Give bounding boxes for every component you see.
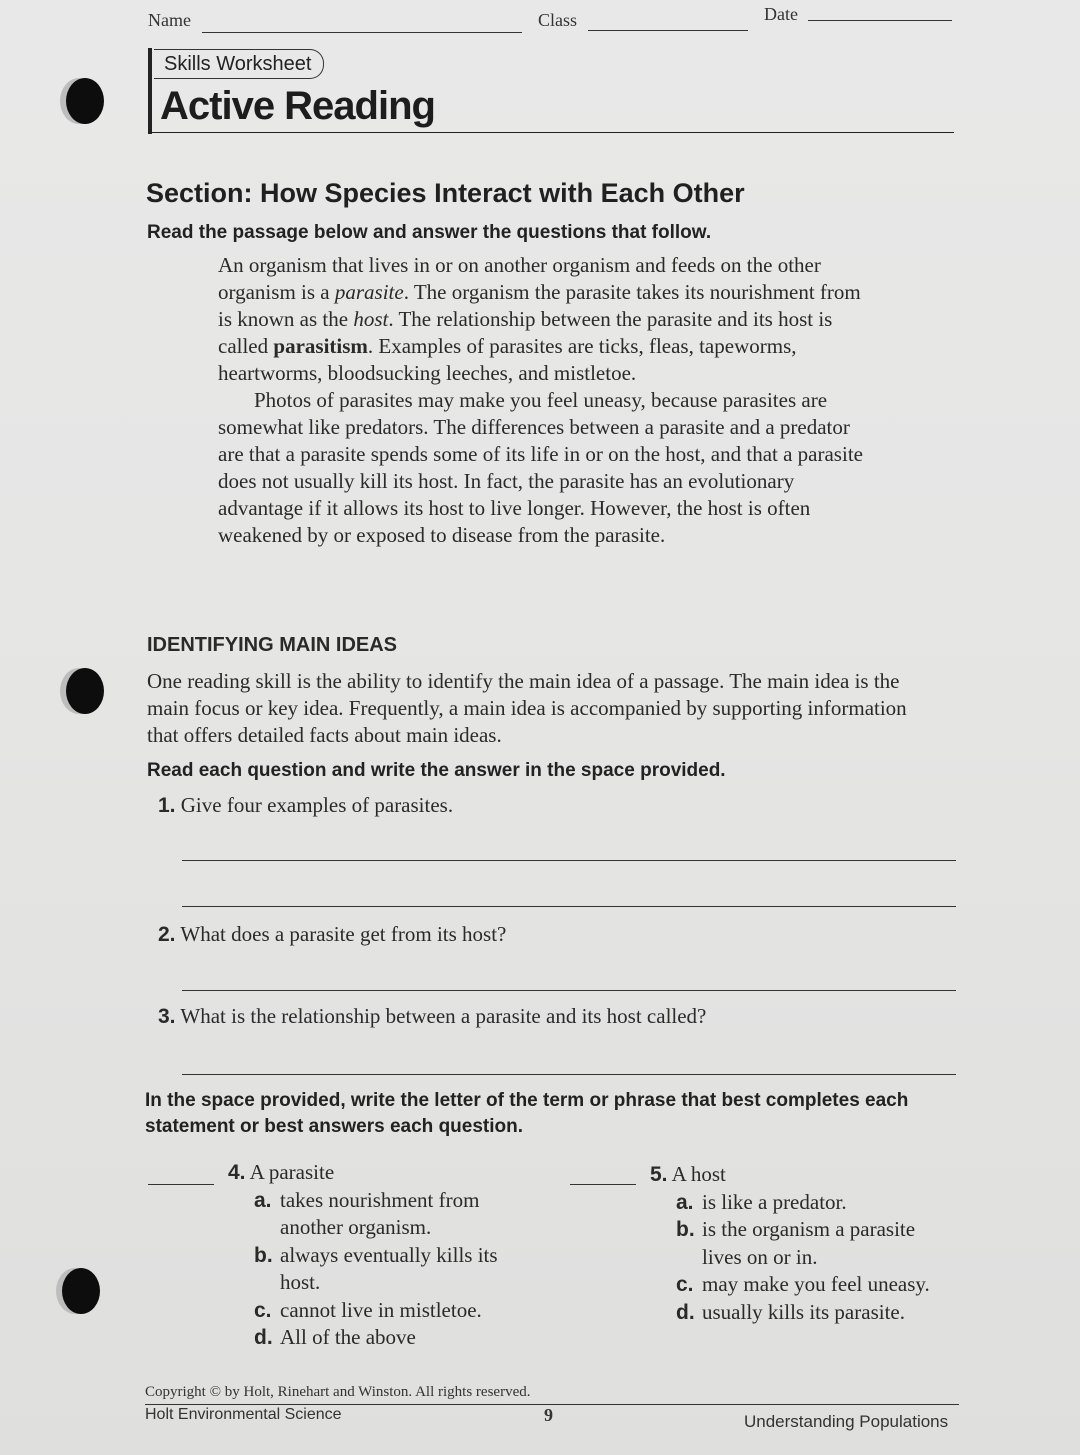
answer-blank-5[interactable] bbox=[570, 1184, 636, 1185]
mc-question-5 bbox=[650, 1161, 950, 1326]
mc-option-5d: d. usually kills its parasite. bbox=[676, 1299, 905, 1324]
main-ideas-heading: IDENTIFYING MAIN IDEAS bbox=[147, 634, 398, 656]
question-2: 2. What does a parasite get from its host? bbox=[158, 922, 507, 946]
date-label: Date bbox=[764, 4, 798, 24]
name-field[interactable] bbox=[202, 32, 522, 33]
mc-option-4b: b. always eventually kills its host. bbox=[254, 1242, 498, 1294]
title-bar bbox=[148, 48, 152, 134]
mc-stem-4: 4. A parasite bbox=[228, 1160, 335, 1184]
mc-instruction: In the space provided, write the letter of the term or phrase that best completes each statement or best answers each question. bbox=[145, 1090, 909, 1137]
mc-question-4 bbox=[228, 1159, 538, 1352]
passage-paragraph-1: An organism that lives in or on another organism and feeds on the other organism is a parasite. The organism the parasite takes its nourishment from is known as the host. The relationship between the parasite and its host is called parasitism. Examples of parasites are ticks, fleas, tapeworms, heartworms, bloodsucking leeches, and mistletoe. bbox=[218, 253, 861, 385]
class-label: Class bbox=[538, 10, 578, 30]
mc-option-4d: d. All of the above bbox=[254, 1325, 416, 1349]
term-parasite: parasite bbox=[334, 280, 404, 304]
name-label: Name bbox=[148, 10, 191, 30]
page-title: Active Reading bbox=[160, 84, 435, 128]
question-3: 3. What is the relationship between a parasite and its host called? bbox=[158, 1004, 707, 1028]
answer-line-1b[interactable] bbox=[182, 906, 956, 907]
page-number: 9 bbox=[544, 1405, 553, 1425]
mc-option-4a: a. takes nourishment from another organism. bbox=[254, 1187, 480, 1239]
main-ideas-text: One reading skill is the ability to identify the main idea of a passage. The main idea is the main focus or key idea. Frequently, a main idea is accompanied by supporting information that offers detailed facts about main ideas. bbox=[147, 669, 907, 747]
mc-option-5b: b. is the organism a parasite lives on or in. bbox=[676, 1217, 916, 1269]
binder-hole-top bbox=[66, 78, 104, 124]
answer-line-2[interactable] bbox=[182, 990, 956, 991]
term-parasitism: parasitism bbox=[273, 334, 368, 358]
chapter-title: Understanding Populations bbox=[744, 1412, 949, 1431]
binder-hole-middle bbox=[66, 668, 104, 714]
answer-blank-4[interactable] bbox=[148, 1184, 214, 1185]
mc-stem-5: 5. A host bbox=[650, 1162, 726, 1186]
mc-option-5a: a. is like a predator. bbox=[676, 1189, 847, 1214]
passage-instruction: Read the passage below and answer the questions that follow. bbox=[147, 222, 712, 243]
answer-line-3[interactable] bbox=[182, 1074, 956, 1075]
class-field[interactable] bbox=[588, 30, 748, 31]
questions-instruction: Read each question and write the answer in the space provided. bbox=[147, 760, 726, 781]
section-title: Section: How Species Interact with Each Other bbox=[146, 178, 745, 208]
title-rule bbox=[150, 132, 954, 133]
date-field[interactable] bbox=[808, 20, 952, 21]
mc-option-4c: c. cannot live in mistletoe. bbox=[254, 1297, 482, 1322]
term-host: host bbox=[353, 307, 389, 331]
binder-hole-bottom bbox=[62, 1268, 100, 1314]
answer-line-1a[interactable] bbox=[182, 860, 956, 861]
book-title: Holt Environmental Science bbox=[145, 1406, 342, 1423]
reading-passage bbox=[218, 252, 878, 549]
copyright-text: Copyright © by Holt, Rinehart and Winston. All rights reserved. bbox=[145, 1384, 531, 1400]
mc-option-5c: c. may make you feel uneasy. bbox=[676, 1272, 930, 1296]
question-1: 1. Give four examples of parasites. bbox=[158, 793, 454, 817]
worksheet-tag: Skills Worksheet bbox=[154, 49, 324, 79]
passage-paragraph-2: Photos of parasites may make you feel uneasy, because parasites are somewhat like predators. The differences between a parasite and a predator are that a parasite spends some of its life in or on the host, and that a parasite does not usually kill its host. In fact, the parasite has an evolutionary advantage if it allows its host to live longer. However, the host is often weakened by or exposed to disease from the parasite. bbox=[218, 388, 863, 547]
